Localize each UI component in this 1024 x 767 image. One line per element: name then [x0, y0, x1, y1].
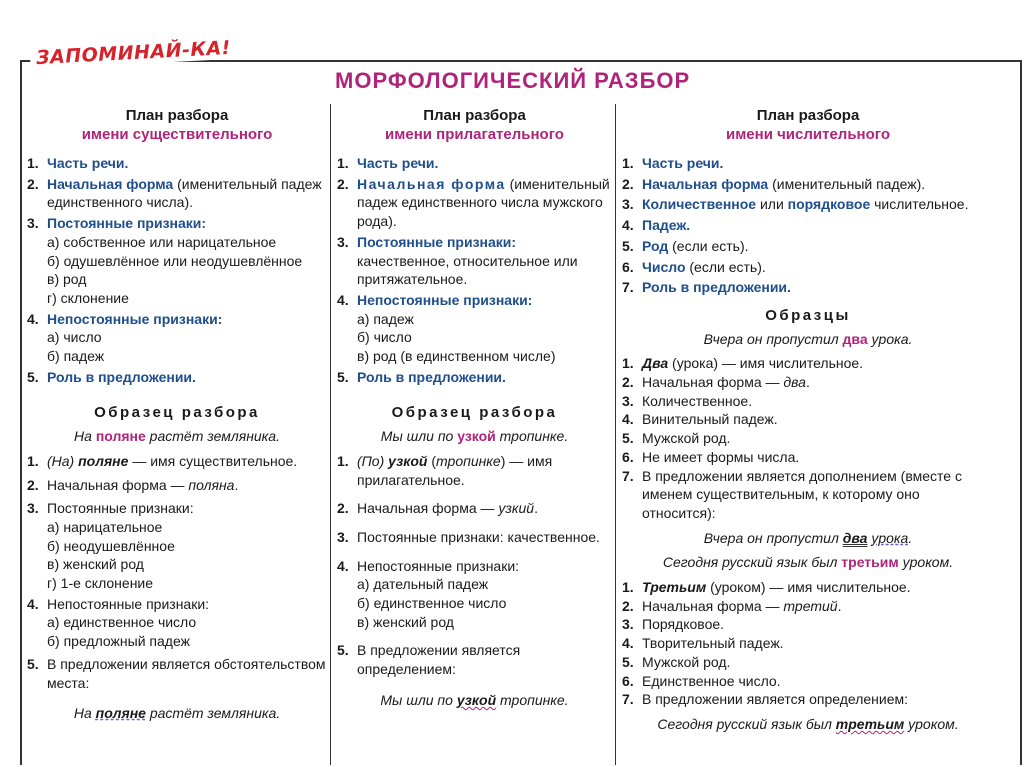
- plan-item: 2. Начальная форма (именительный падеж).: [622, 175, 926, 192]
- plan-item: 4. Падеж.: [622, 217, 691, 234]
- plan-item: 7. Роль в предложении.: [622, 279, 791, 296]
- example-sentence: Мы шли по узкой тропинке.: [380, 428, 569, 445]
- sample-heading: Образец разбора: [94, 404, 260, 422]
- plan-item: 6. Число (если есть).: [622, 258, 766, 275]
- plan-item: 4. Непостоянные признаки: а) падеж б) число в) род (в единственном числе): [337, 291, 556, 365]
- numeral-column: [622, 106, 994, 740]
- example-sentence: На поляне растёт земляника.: [73, 705, 281, 722]
- adjective-plan-header: План разбора имени прилагательного: [385, 107, 564, 143]
- sample-item: 7. В предложении является определением:: [622, 691, 909, 708]
- sample-item: 2. Начальная форма — узкий.: [337, 500, 538, 517]
- samples-heading: Образцы: [765, 306, 851, 324]
- sample-item: 5. В предложении является определением:: [337, 642, 521, 678]
- sample-heading: Образец разбора: [391, 404, 558, 422]
- plan-item: 2. Начальная форма (именительный падеж единственного числа).: [27, 175, 322, 211]
- sample-item: 7. В предложении является дополнением (вместе с именем существительным, к которому оно относится):: [622, 467, 962, 521]
- plan-item: 1. Часть речи.: [27, 155, 129, 171]
- plan-item: 5. Род (если есть).: [622, 237, 749, 254]
- sample-item: 1. Два (урока) — имя числительное.: [622, 355, 864, 372]
- sample-item: 6. Не имеет формы числа.: [622, 448, 800, 465]
- plan-item: 5. Роль в предложении.: [27, 368, 196, 385]
- sample-item: 2. Начальная форма — третий.: [622, 597, 842, 614]
- sample-item: 5. Мужской род.: [622, 430, 731, 447]
- plan-item: 1. Часть речи.: [337, 155, 439, 171]
- sample-item: 5. Мужской род.: [622, 653, 731, 670]
- plan-item: 3. Постоянные признаки: а) собственное или нарицательное б) одушевлённое или неодушевлённое в) род г) склонение: [27, 215, 303, 306]
- sample-item: 2. Начальная форма — поляна.: [27, 476, 239, 493]
- plan-item: 2. Начальная форма (именительный падеж единственного числа мужского рода).: [337, 175, 610, 230]
- sample-item: 1. (По) узкой (тропинке) — имя прилагательное.: [337, 452, 553, 488]
- numeral-plan-header: План разбора имени числительного: [725, 107, 890, 143]
- example-sentence: Сегодня русский язык был третьим уроком.: [657, 715, 959, 732]
- sample-item: 1. Третьим (уроком) — имя числительное.: [622, 579, 911, 596]
- sample-item: 1. (На) поляне — имя существительное.: [27, 452, 298, 469]
- example-sentence: Мы шли по узкой тропинке.: [380, 691, 569, 708]
- example-sentence: Сегодня русский язык был третьим уроком.: [662, 554, 954, 571]
- plan-item: 4. Непостоянные признаки: а) число б) падеж: [27, 310, 223, 365]
- stamp-label: ЗАПОМИНАЙ-КА!: [30, 37, 238, 70]
- sample-item: 3. Количественное.: [622, 392, 753, 409]
- sample-item: 4. Творительный падеж.: [622, 635, 784, 652]
- plan-item: 5. Роль в предложении.: [337, 368, 506, 385]
- sample-item: 3. Постоянные признаки: качественное.: [337, 528, 600, 545]
- column-divider: [330, 104, 331, 765]
- example-sentence: Вчера он пропустил два урока.: [703, 330, 913, 347]
- plan-item: 1. Часть речи.: [622, 155, 724, 171]
- sample-item: 5. В предложении является обстоятельством места:: [27, 655, 326, 691]
- sample-item: 4. Непостоянные признаки: а) единственное число б) предложный падеж: [27, 595, 210, 650]
- column-divider: [615, 104, 616, 765]
- noun-column: [27, 106, 327, 729]
- noun-plan-header: План разбора имени существительного: [81, 107, 273, 143]
- example-sentence: На поляне растёт земляника.: [74, 428, 280, 445]
- page-title: МОРФОЛОГИЧЕСКИЙ РАЗБОР: [335, 68, 691, 93]
- sample-item: 3. Порядковое.: [622, 616, 725, 633]
- plan-item: 3. Постоянные признаки: качественное, относительное или притяжательное.: [337, 233, 578, 288]
- example-sentence: Вчера он пропустил два урока.: [703, 529, 913, 546]
- sample-item: 4. Непостоянные признаки: а) дательный падеж б) единственное число в) женский род: [337, 557, 520, 630]
- sample-item: 6. Единственное число.: [622, 672, 781, 689]
- sample-item: 3. Постоянные признаки: а) нарицательное б) неодушевлённое в) женский род г) 1-е склонение: [27, 500, 194, 592]
- sample-item: 4. Винительный падеж.: [622, 411, 778, 428]
- sample-item: 2. Начальная форма — два.: [622, 374, 810, 391]
- adjective-column: [337, 106, 612, 716]
- plan-item: 3. Количественное или порядковое числительное.: [622, 196, 969, 213]
